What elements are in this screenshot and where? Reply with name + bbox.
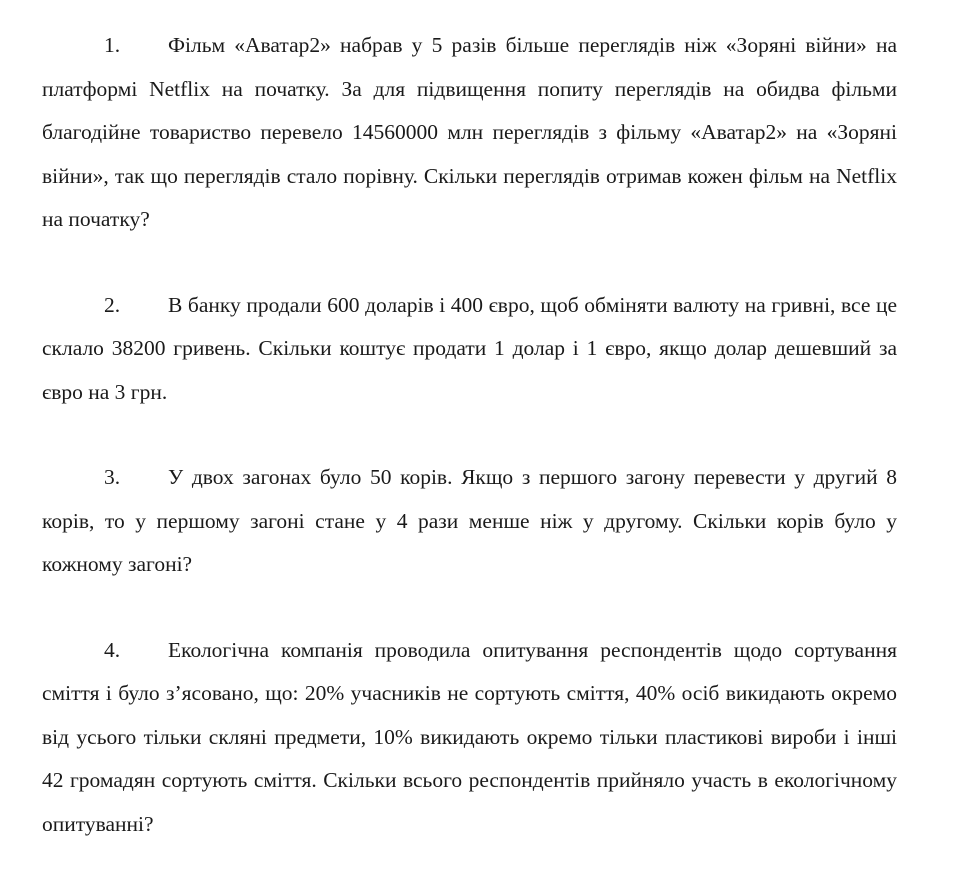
problem-text: У двох загонах було 50 корів. Якщо з першого загону перевести у другий 8 корів, то у першому загоні стане у 4 рази менше ніж у другому. Скільки корів було у кожному загоні?: [42, 465, 897, 576]
problem-3: [42, 456, 897, 587]
problem-text: Фільм «Аватар2» набрав у 5 разів більше переглядів ніж «Зоряні війни» на платформі Netflix на початку. За для підвищення попиту переглядів на обидва фільми благодійне товариство перевело 14560000 млн переглядів з фільму «Аватар2» на «Зоряні війни», так що переглядів стало порівну. Скільки переглядів отримав кожен фільм на Netflix на початку?: [42, 33, 897, 231]
problem-text: В банку продали 600 доларів і 400 євро, щоб обміняти валюту на гривні, все це склало 38200 гривень. Скільки коштує продати 1 долар і 1 євро, якщо долар дешевший за євро на 3 грн.: [42, 292, 897, 404]
problem-number: 1.: [104, 33, 121, 57]
problem-1: [42, 24, 897, 242]
problem-4: [42, 629, 897, 847]
problem-number: 4.: [104, 637, 121, 662]
problem-text: Екологічна компанія проводила опитування респондентів щодо сортування сміття і було з’ясовано, що: 20% учасників не сортують сміття, 40% осіб викидають окремо від усього тільки скляні предмети, 10% викидають окремо тільки пластикові вироби і інші 42 громадян сортують сміття. Скільки всього респондентів прийняло участь в екологічному опитуванні?: [42, 637, 897, 836]
problem-number: 2.: [104, 292, 121, 317]
problem-number: 3.: [104, 465, 121, 489]
problem-2: [42, 284, 897, 415]
document-page: [42, 24, 897, 888]
